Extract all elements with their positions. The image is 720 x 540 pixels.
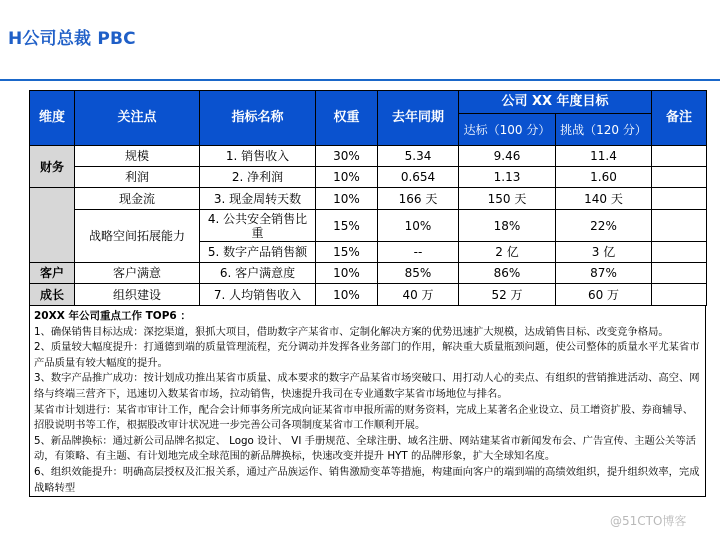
last-year-cell: 5.34 (378, 146, 459, 167)
weight-cell: 10% (316, 188, 378, 210)
header-last-year: 去年同期 (378, 91, 459, 146)
table-row (30, 263, 707, 284)
header-target-group: 公司 XX 年度目标 (459, 91, 652, 114)
indicator-cell: 1. 销售收入 (200, 146, 316, 167)
header-target-standard: 达标（100 分） (459, 114, 556, 146)
weight-cell: 10% (316, 284, 378, 306)
challenge-cell: 22% (556, 210, 652, 242)
challenge-cell: 1.60 (556, 167, 652, 188)
table-row (30, 146, 707, 167)
header-weight: 权重 (316, 91, 378, 146)
header-dimension: 维度 (30, 91, 75, 146)
last-year-cell: 0.654 (378, 167, 459, 188)
header-remark: 备注 (652, 91, 707, 146)
page-title: H公司总裁 PBC (8, 29, 136, 49)
dimension-cell: 客户 (30, 263, 75, 284)
header-indicator: 指标名称 (200, 91, 316, 146)
weight-cell: 15% (316, 210, 378, 242)
weight-cell: 15% (316, 242, 378, 263)
table-row (30, 284, 707, 306)
pbc-table (29, 90, 707, 306)
title-divider (0, 79, 720, 81)
dimension-cell (30, 188, 75, 263)
standard-cell: 150 天 (459, 188, 556, 210)
challenge-cell: 87% (556, 263, 652, 284)
focus-cell: 客户满意 (75, 263, 200, 284)
focus-cell: 战略空间拓展能力 (75, 210, 200, 263)
notes-heading: 20XX 年公司重点工作 TOP6 ： (34, 310, 191, 322)
challenge-cell: 3 亿 (556, 242, 652, 263)
indicator-cell: 4. 公共安全销售比重 (200, 210, 316, 242)
last-year-cell: 166 天 (378, 188, 459, 210)
header-focus: 关注点 (75, 91, 200, 146)
focus-cell: 利润 (75, 167, 200, 188)
challenge-cell: 60 万 (556, 284, 652, 306)
remark-cell (652, 188, 707, 210)
challenge-cell: 11.4 (556, 146, 652, 167)
focus-cell: 组织建设 (75, 284, 200, 306)
remark-cell (652, 167, 707, 188)
last-year-cell: 40 万 (378, 284, 459, 306)
standard-cell: 18% (459, 210, 556, 242)
notes-item: 某省市计划进行：某省市审计工作，配合会计师事务所完成向证某省市申报所需的财务资料，完成上某著名企业设立、员工增资扩股、券商辅导、招股说明书等工作，根据股改审计状况进一步完善公司各项制度某省市工作顺利开展。 (34, 403, 693, 432)
table-row (30, 167, 707, 188)
table-row (30, 210, 707, 242)
standard-cell: 86% (459, 263, 556, 284)
notes-item: 3、数字产品推广成功：按计划成功推出某省市质量、成本要求的数字产品某省市场突破口、用打动人心的卖点、有组织的营销推进活动、高空、网络与终端三营齐下，迅速切入数某省市场，拉动销售，快速提升我司在专业通数字某省市场地位与排名。 (34, 372, 700, 400)
notes-item: 6、组织效能提升：明确高层授权及汇报关系，通过产品族运作、销售激励变革等措施，构建面向客户的端到端的高绩效组织，提升组织效率，完成战略转型 (34, 465, 700, 494)
dimension-cell: 成长 (30, 284, 75, 306)
focus-cell: 现金流 (75, 188, 200, 210)
watermark: @51CTO博客 (610, 514, 687, 528)
notes-item: 5、新品牌换标：通过新公司品牌名拟定、 Logo 设计、 VI 手册规范、全球注册、域名注册、网站建某省市新闻发布会、广告宣传、主题公关等活动，有策略、有主题、有计划地完成全球范围的新品牌换标，快速改变并提升 HYT 的品牌形象，扩大全球知名度。 (34, 434, 696, 463)
indicator-cell: 2. 净利润 (200, 167, 316, 188)
remark-cell (652, 284, 707, 306)
focus-cell: 规模 (75, 146, 200, 167)
last-year-cell: 10% (378, 210, 459, 242)
header-target-challenge: 挑战（120 分） (556, 114, 652, 146)
last-year-cell: 85% (378, 263, 459, 284)
standard-cell: 9.46 (459, 146, 556, 167)
last-year-cell: -- (378, 242, 459, 263)
weight-cell: 10% (316, 167, 378, 188)
remark-cell (652, 263, 707, 284)
indicator-cell: 3. 现金周转天数 (200, 188, 316, 210)
weight-cell: 10% (316, 263, 378, 284)
remark-cell (652, 210, 707, 242)
indicator-cell: 7. 人均销售收入 (200, 284, 316, 306)
table-row (30, 188, 707, 210)
standard-cell: 52 万 (459, 284, 556, 306)
challenge-cell: 140 天 (556, 188, 652, 210)
standard-cell: 1.13 (459, 167, 556, 188)
indicator-cell: 6. 客户满意度 (200, 263, 316, 284)
notes-item: 1、确保销售目标达成：深挖渠道，狠抓大项目，借助数字产某省市、定制化解决方案的优势迅速扩大规模，达成销售目标、改变竞争格局。 (34, 325, 669, 338)
weight-cell: 30% (316, 146, 378, 167)
indicator-cell: 5. 数字产品销售额 (200, 242, 316, 263)
notes-item: 2、质量较大幅度提升：打通德到端的质量管理流程，充分调动并发挥各业务部门的作用，解决重大质量瓶颈问题，使公司整体的质量水平尤某省市产品质量有较大幅度的提升。 (34, 341, 700, 369)
remark-cell (652, 242, 707, 263)
remark-cell (652, 146, 707, 167)
dimension-cell: 财务 (30, 146, 75, 188)
standard-cell: 2 亿 (459, 242, 556, 263)
key-work-notes (29, 305, 706, 497)
